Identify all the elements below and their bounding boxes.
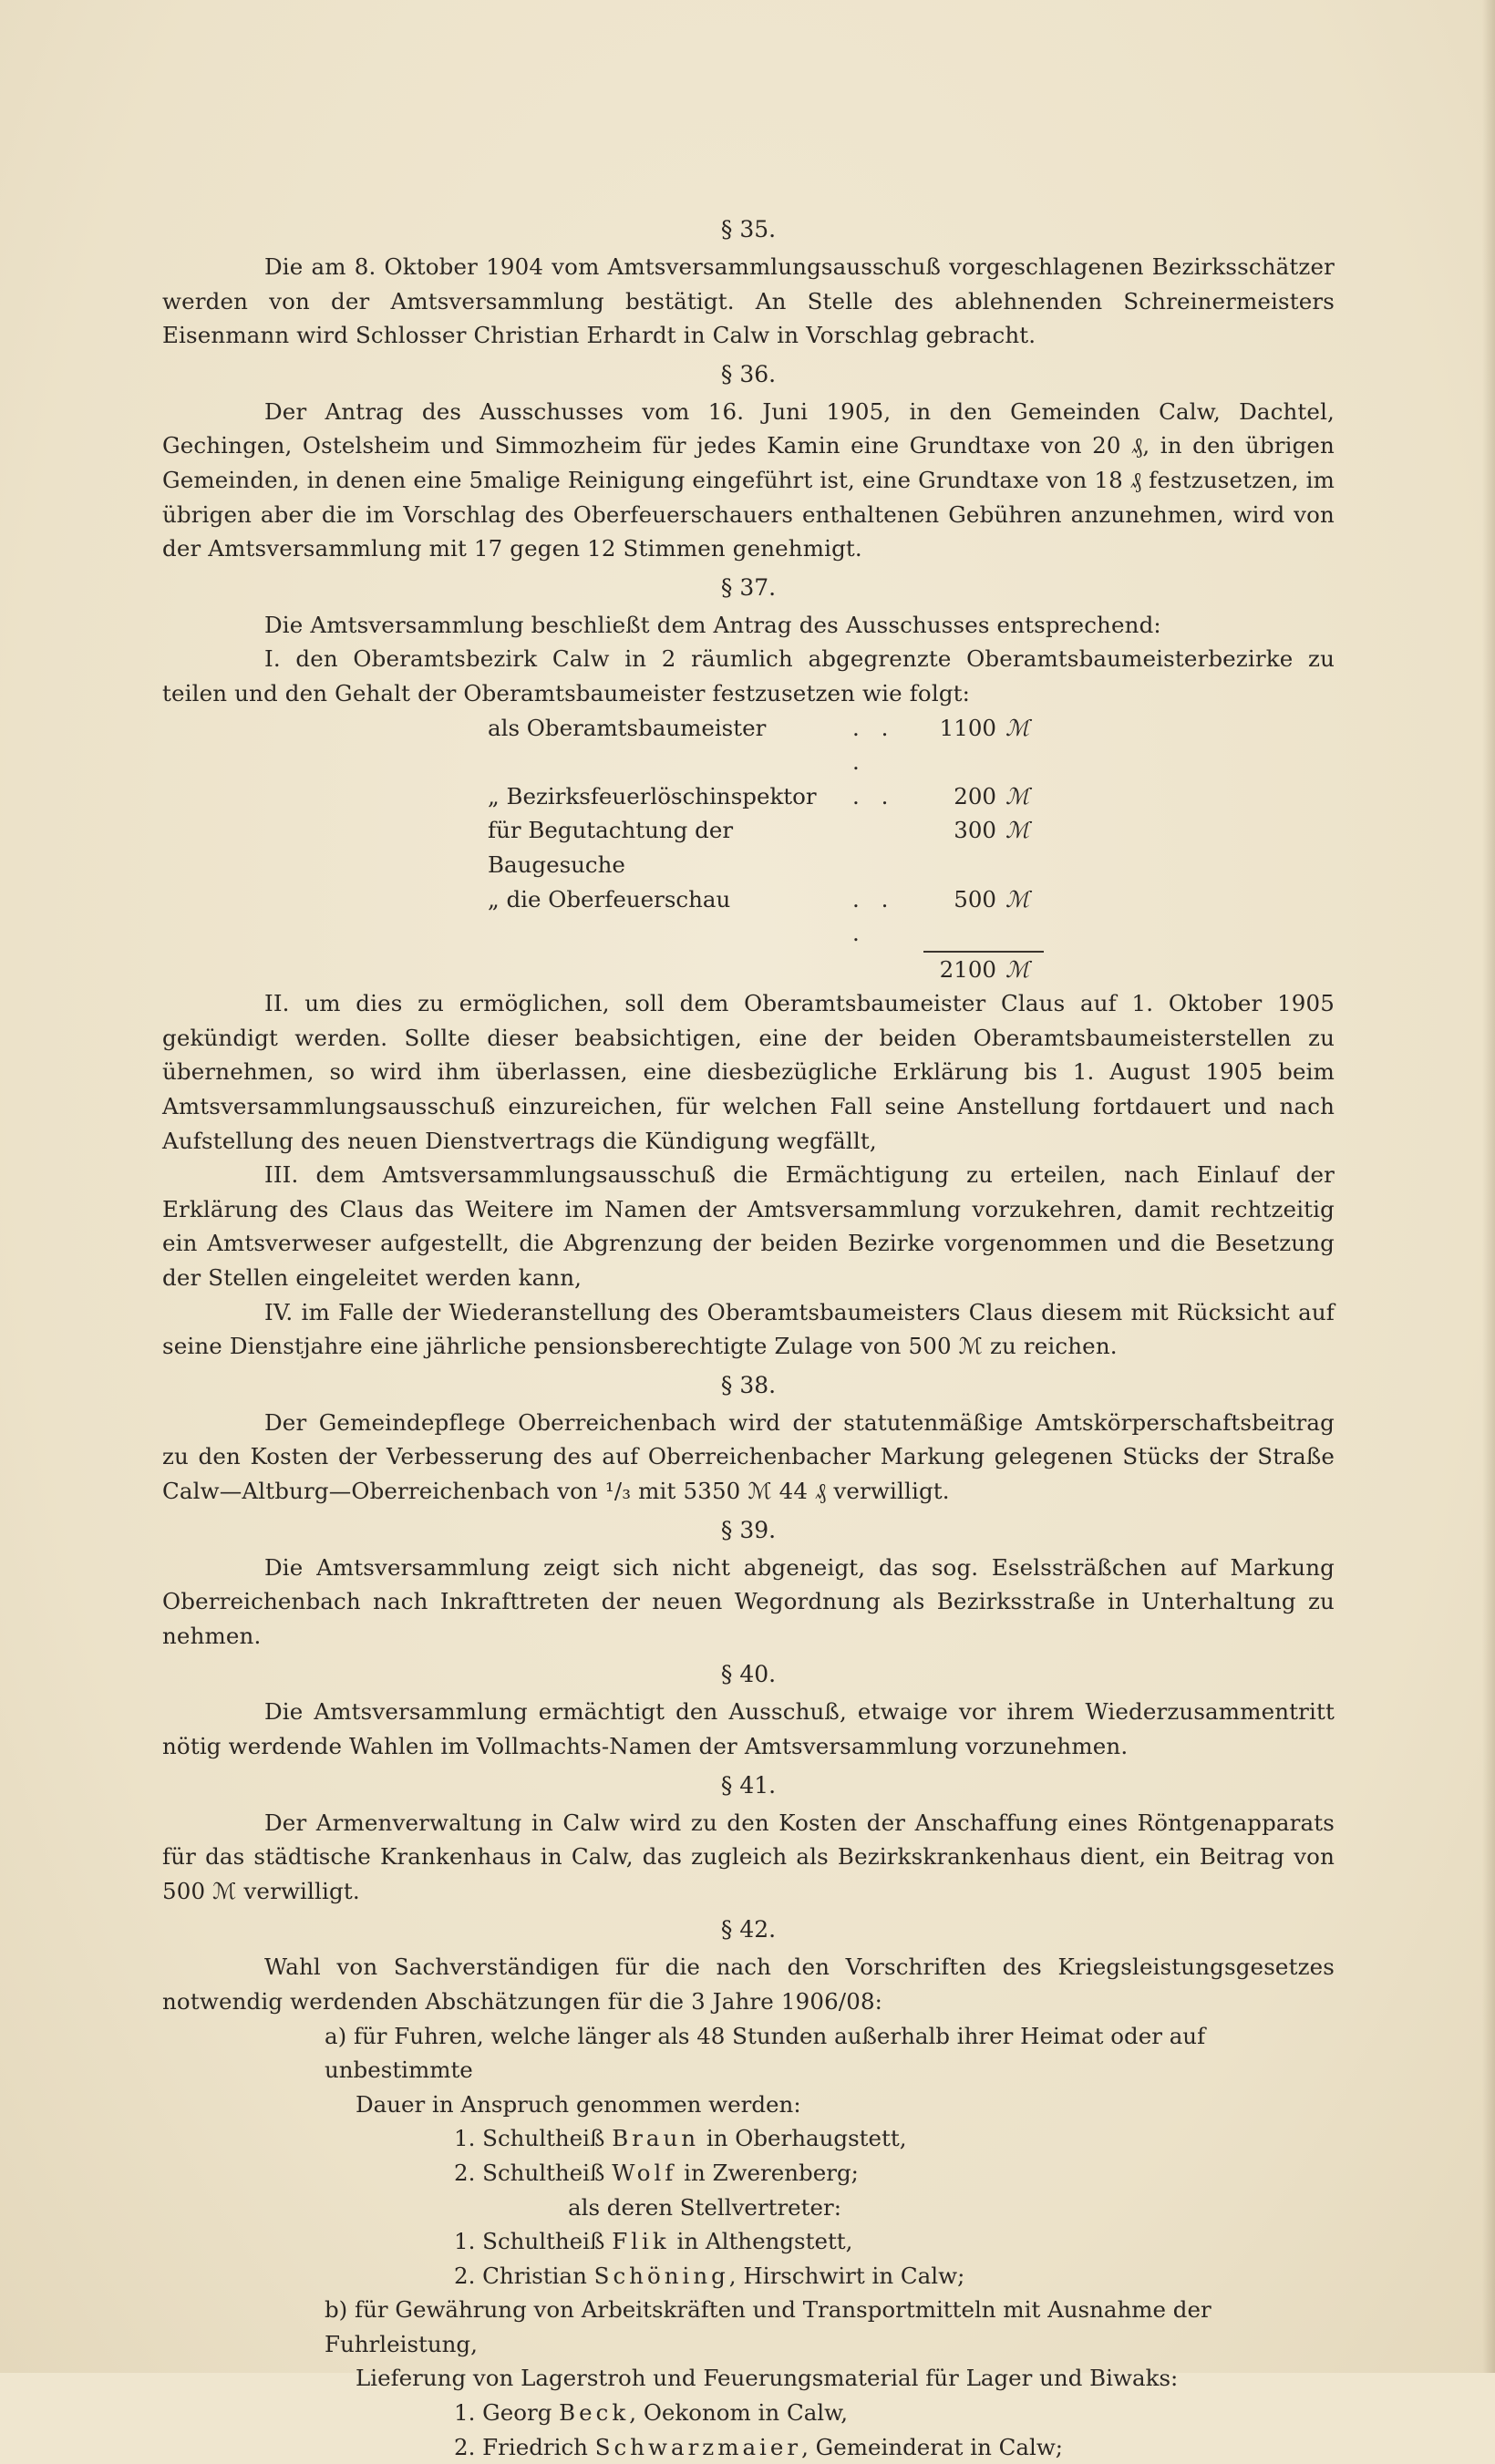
section-38-text: Der Gemeindepflege Oberreichenbach wird der statutenmäßige Amtskörperschaftsbeitrag zu den Kosten der Verbesserung des auf Oberreichenbacher Markung gelegenen Stücks der Straße Calw—Altburg—Oberreichenbach von ¹/₃ mit 5350 ℳ 44 ₰ verwilligt. [162,1408,1335,1504]
section-heading-40: § 40. [720,1661,777,1688]
list-a-line-2: Dauer in Anspruch genommen werden: [356,2090,801,2118]
currency-mark: ℳ [1005,955,1030,983]
person-name: Wolf [612,2159,677,2186]
salary-label: „ die Oberfeuerschau [488,885,731,912]
section-41-text: Der Armenverwaltung in Calw wird zu den Kosten der Anschaffung eines Röntgenapparats für das städtische Krankenhaus in Calw, das zugleich als Bezirkskrankenhaus dient, ein Beitrag von 500 ℳ verwilligt. [162,1809,1335,1904]
salary-row [488,779,1117,814]
section-39-text: Die Amtsversammlung zeigt sich nicht abgeneigt, das sog. Eselssträßchen auf Markung Oberreichenbach nach Inkrafttreten der neuen Wegordnung als Bezirksstraße in Unterhaltung zu nehmen. [162,1553,1335,1649]
section-35-text: Die am 8. Oktober 1904 vom Amtsversammlungsausschuß vorgeschlagenen Bezirksschätzer werden von der Amtsversammlung bestätigt. An Stelle des ablehnenden Schreinermeisters Eisenmann wird Schlosser Christian Erhardt in Calw in Vorschlag gebracht. [162,253,1335,349]
person-name: Schöning [593,2262,729,2289]
currency-mark: ℳ [1005,714,1030,741]
list-item [162,2156,1335,2191]
list-b-line-1: b) für Gewährung von Arbeitskräften und Transportmitteln mit Ausnahme der Fuhrleistung, [325,2296,1211,2357]
list-a-line-1: a) für Fuhren, welche länger als 48 Stunden außerhalb ihrer Heimat oder auf unbestimmte [325,2022,1206,2084]
list-item-prefix: 2. Friedrich [454,2433,595,2460]
currency-mark: ℳ [1005,817,1030,844]
salary-total: 2100 [939,955,996,983]
list-item-prefix: 2. Schultheiß [454,2159,613,2186]
section-heading-41: § 41. [720,1771,777,1799]
salary-table [488,711,1117,987]
salary-label: „ Bezirksfeuerlöschinspektor [488,782,817,809]
list-b-line-2: Lieferung von Lagerstroh und Feuerungsmaterial für Lager und Biwaks: [356,2365,1179,2392]
section-40-text: Die Amtsversammlung ermächtigt den Ausschuß, etwaige vor ihrem Wiederzusammentritt nötig werdende Wahlen im Vollmachts-Namen der Amtsversammlung vorzunehmen. [162,1698,1335,1759]
salary-amount: 500 [954,885,996,912]
section-37-item-1: I. den Oberamtsbezirk Calw in 2 räumlich abgegrenzte Oberamtsbaumeisterbezirke zu teilen und den Gehalt der Oberamtsbaumeister festzusetzen wie folgt: [162,645,1335,706]
section-heading-35: § 35. [720,216,777,242]
list-item [162,2396,1335,2430]
section-37-item-3: III. dem Amtsversammlungsausschuß die Ermächtigung zu erteilen, nach Einlauf der Erklärung des Claus das Weitere im Namen der Amtsversammlung vorzukehren, damit rechtzeitig ein Amtsverweser aufgestellt, die Abgrenzung der beiden Bezirke vorgenommen und die Besetzung der Stellen eingeleitet werden kann, [162,1161,1335,1292]
salary-amount: 200 [954,782,996,809]
salary-label: als Oberamtsbaumeister [488,714,767,741]
section-heading-42: § 42. [720,1916,777,1943]
section-42-intro: Wahl von Sachverständigen für die nach den Vorschriften des Kriegsleistungsgesetzes notwendig werdenden Abschätzungen für die 3 Jahre 1906/08: [162,1954,1335,2015]
list-item [162,2430,1335,2464]
salary-row [488,711,1117,779]
list-item-prefix: 1. Schultheiß [454,2228,613,2255]
section-37-item-4: IV. im Falle der Wiederanstellung des Oberamtsbaumeisters Claus diesem mit Rücksicht auf seine Dienstjahre eine jährliche pensionsberechtigte Zulage von 500 ℳ zu reichen. [162,1298,1335,1360]
list-item [162,2224,1335,2259]
salary-row [488,882,1117,951]
list-item-suffix: in Althengstett, [669,2228,853,2255]
section-heading-39: § 39. [720,1516,777,1543]
person-name: Braun [612,2125,700,2152]
person-name: Flik [612,2228,670,2255]
list-item-suffix: in Zwerenberg; [676,2159,859,2186]
currency-mark: ℳ [1005,782,1030,809]
section-heading-36: § 36. [720,360,777,387]
currency-mark: ℳ [1005,885,1030,912]
section-heading-38: § 38. [720,1371,777,1398]
salary-amount: 300 [954,817,996,844]
salary-dots: . . . [852,885,896,947]
section-37-intro: Die Amtsversammlung beschließt dem Antrag des Ausschusses entsprechend: [264,611,1161,638]
list-item-prefix: 1. Schultheiß [454,2125,613,2152]
salary-dots: . . [852,782,896,809]
list-item-prefix: 2. Christian [454,2262,594,2289]
list-item [162,2121,1335,2156]
salary-total-row [488,953,1117,987]
list-item-prefix: 1. Georg [454,2399,560,2427]
list-item-suffix: in Oberhaugstett, [699,2125,907,2152]
salary-dots [852,813,923,881]
list-item-suffix: , Oekonom in Calw, [629,2399,848,2427]
section-37-item-2: II. um dies zu ermöglichen, soll dem Oberamtsbaumeister Claus auf 1. Oktober 1905 gekündigt werden. Sollte dieser beabsichtigen, eine der beiden Oberamtsbaumeisterstellen zu übernehmen, so wird ihm überlassen, eine diesbezügliche Erklärung bis 1. August 1905 beim Amtsversammlungsausschuß einzureichen, für welchen Fall seine Anstellung fortdauert und nach Aufstellung des neuen Dienstvertrags die Kündigung wegfällt, [162,990,1335,1154]
salary-dots: . . . [852,714,896,776]
list-item-suffix: , Hirschwirt in Calw; [728,2262,965,2289]
salary-amount: 1100 [939,714,996,741]
salary-label: für Begutachtung der Baugesuche [488,817,734,878]
salary-row [488,813,1117,881]
list-item-suffix: , Gemeinderat in Calw; [801,2433,1064,2460]
section-heading-37: § 37. [720,573,777,601]
deputies-caption: als deren Stellvertreter: [568,2193,841,2221]
list-item [162,2259,1335,2294]
person-name: Schwarzmaier [594,2433,802,2460]
person-name: Beck [559,2399,630,2427]
section-36-text: Der Antrag des Ausschusses vom 16. Juni 1905, in den Gemeinden Calw, Dachtel, Gechingen, Ostelsheim und Simmozheim für jedes Kamin eine Grundtaxe von 20 ₰, in den übrigen Gemeinden, in denen eine 5malige Reinigung eingeführt ist, eine Grundtaxe von 18 ₰ festzusetzen, im übrigen aber die im Vorschlag des Oberfeuerschauers enthaltenen Gebühren anzunehmen, wird von der Amtsversammlung mit 17 gegen 12 Stimmen genehmigt. [162,397,1335,562]
